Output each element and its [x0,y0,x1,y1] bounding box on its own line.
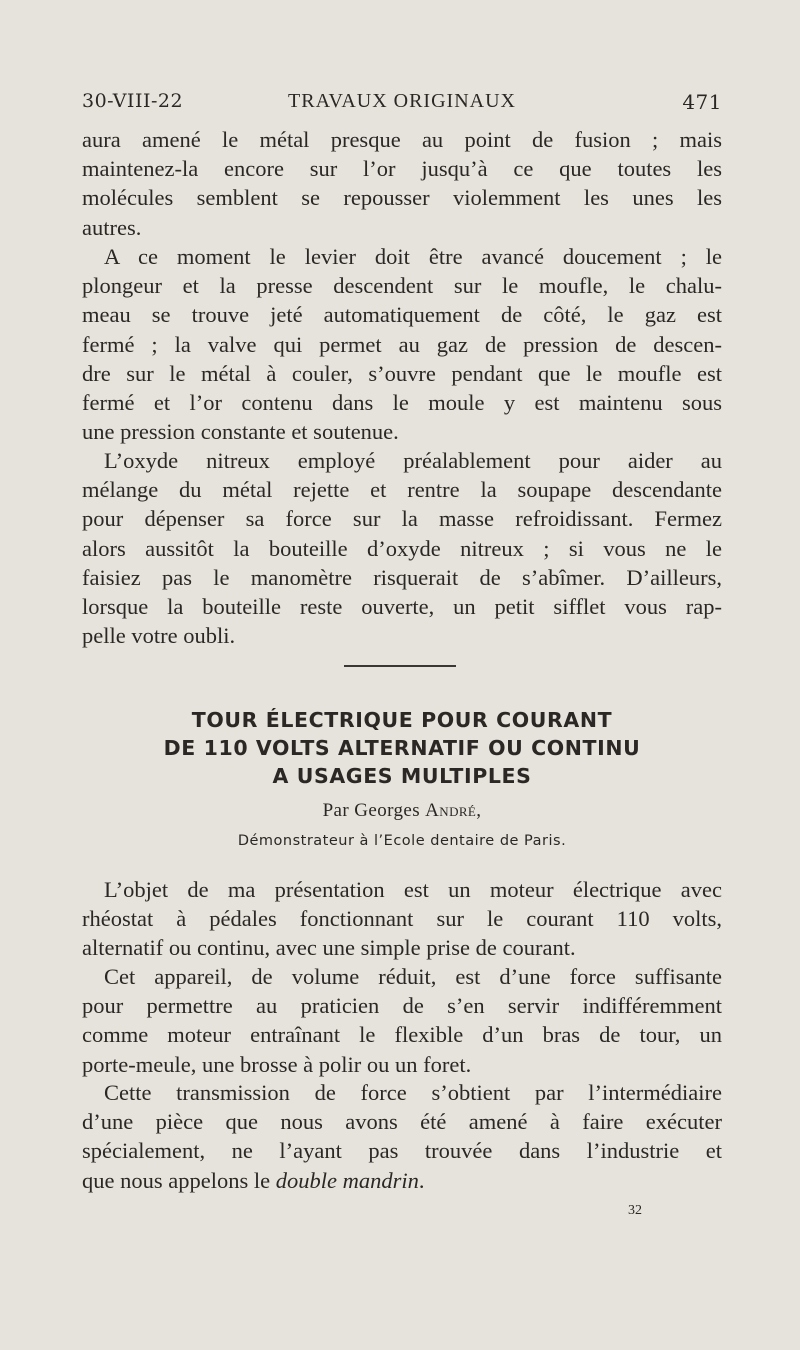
text-line: meau se trouve jeté automatiquement de côté, le gaz est [82,302,722,328]
text-line: pour permettre au praticien de s’en servir indifféremment [82,993,722,1019]
printer-signature-mark: 32 [628,1203,642,1218]
text-line [82,1166,722,1195]
author-affiliation: Démonstrateur à l’Ecole dentaire de Paris. [237,833,567,849]
title-line: TOUR ÉLECTRIQUE POUR COURANT [191,708,613,732]
text-line: une pression constante et soutenue. [82,419,399,445]
text-line: lorsque la bouteille reste ouverte, un petit sifflet vous rap- [82,594,722,620]
article-paragraph-3 [82,1078,722,1195]
text-line: fermé et l’or contenu dans le moule y est maintenu sous [82,390,722,416]
text-line: fermé ; la valve qui permet au gaz de pression de descen- [82,331,722,357]
article-title [82,706,722,790]
text-line: spécialement, ne l’ayant pas trouvée dans l’industrie et [82,1138,722,1164]
text-line: pelle votre oubli. [82,623,236,649]
article-byline [82,800,722,822]
section-title: TRAVAUX ORIGINAUX [288,90,516,112]
title-line: A USAGES MULTIPLES [272,764,532,788]
page-number: 471 [682,90,722,114]
text-line: maintenez-la encore sur l’or jusqu’à ce que toutes les [82,156,722,182]
text-run: . [418,1167,425,1193]
text-line: autres. [82,214,142,240]
text-line: A ce moment le levier doit être avancé doucement ; le [104,244,722,269]
continuation-paragraph-3 [82,446,722,650]
running-head [82,90,722,116]
text-line: Cet appareil, de volume réduit, est d’une force suffisante [104,964,722,989]
article-paragraph-2 [82,962,722,1079]
text-line: rhéostat à pédales fonctionnant sur le courant 110 volts, [82,906,722,932]
text-line: Cette transmission de force s’obtient par l’intermédiaire [104,1080,722,1105]
text-run: que nous appelons le [82,1167,276,1193]
text-line: alternatif ou continu, avec une simple prise de courant. [82,935,576,961]
article-paragraph-1 [82,875,722,963]
text-line: pour dépenser sa force sur la masse refroidissant. Fermez [82,506,722,532]
text-line: aura amené le métal presque au point de fusion ; mais [82,127,722,152]
text-line: porte-meule, une brosse à polir ou un foret. [82,1051,472,1077]
text-line: faisiez pas le manomètre risquerait de s’abîmer. D’ailleurs, [82,564,722,590]
text-line: plongeur et la presse descendent sur le moufle, le chalu- [82,273,722,299]
issue-date: 30-VIII-22 [82,90,184,112]
section-divider [344,665,456,667]
continuation-paragraph-2 [82,242,722,446]
continuation-paragraph-1 [82,125,722,242]
text-line: dre sur le métal à couler, s’ouvre pendant que le moufle est [82,360,722,386]
text-line: L’oxyde nitreux employé préalablement pour aider au [104,448,722,473]
byline-prefix: Par Georges [322,800,426,821]
text-line: L’objet de ma présentation est un moteur électrique avec [104,877,722,902]
text-line: molécules semblent se repousser violemment les unes les [82,185,722,211]
text-line: d’une pièce que nous avons été amené à faire exécuter [82,1109,722,1135]
title-line: DE 110 VOLTS ALTERNATIF OU CONTINU [163,736,641,760]
author-name: André [425,800,477,821]
text-line: comme moteur entraînant le flexible d’un bras de tour, un [82,1022,722,1048]
byline-suffix: , [476,800,482,821]
text-line: alors aussitôt la bouteille d’oxyde nitreux ; si vous ne le [82,535,722,561]
italic-term: double mandrin [275,1167,419,1193]
text-line: mélange du métal rejette et rentre la soupape descendante [82,477,722,503]
